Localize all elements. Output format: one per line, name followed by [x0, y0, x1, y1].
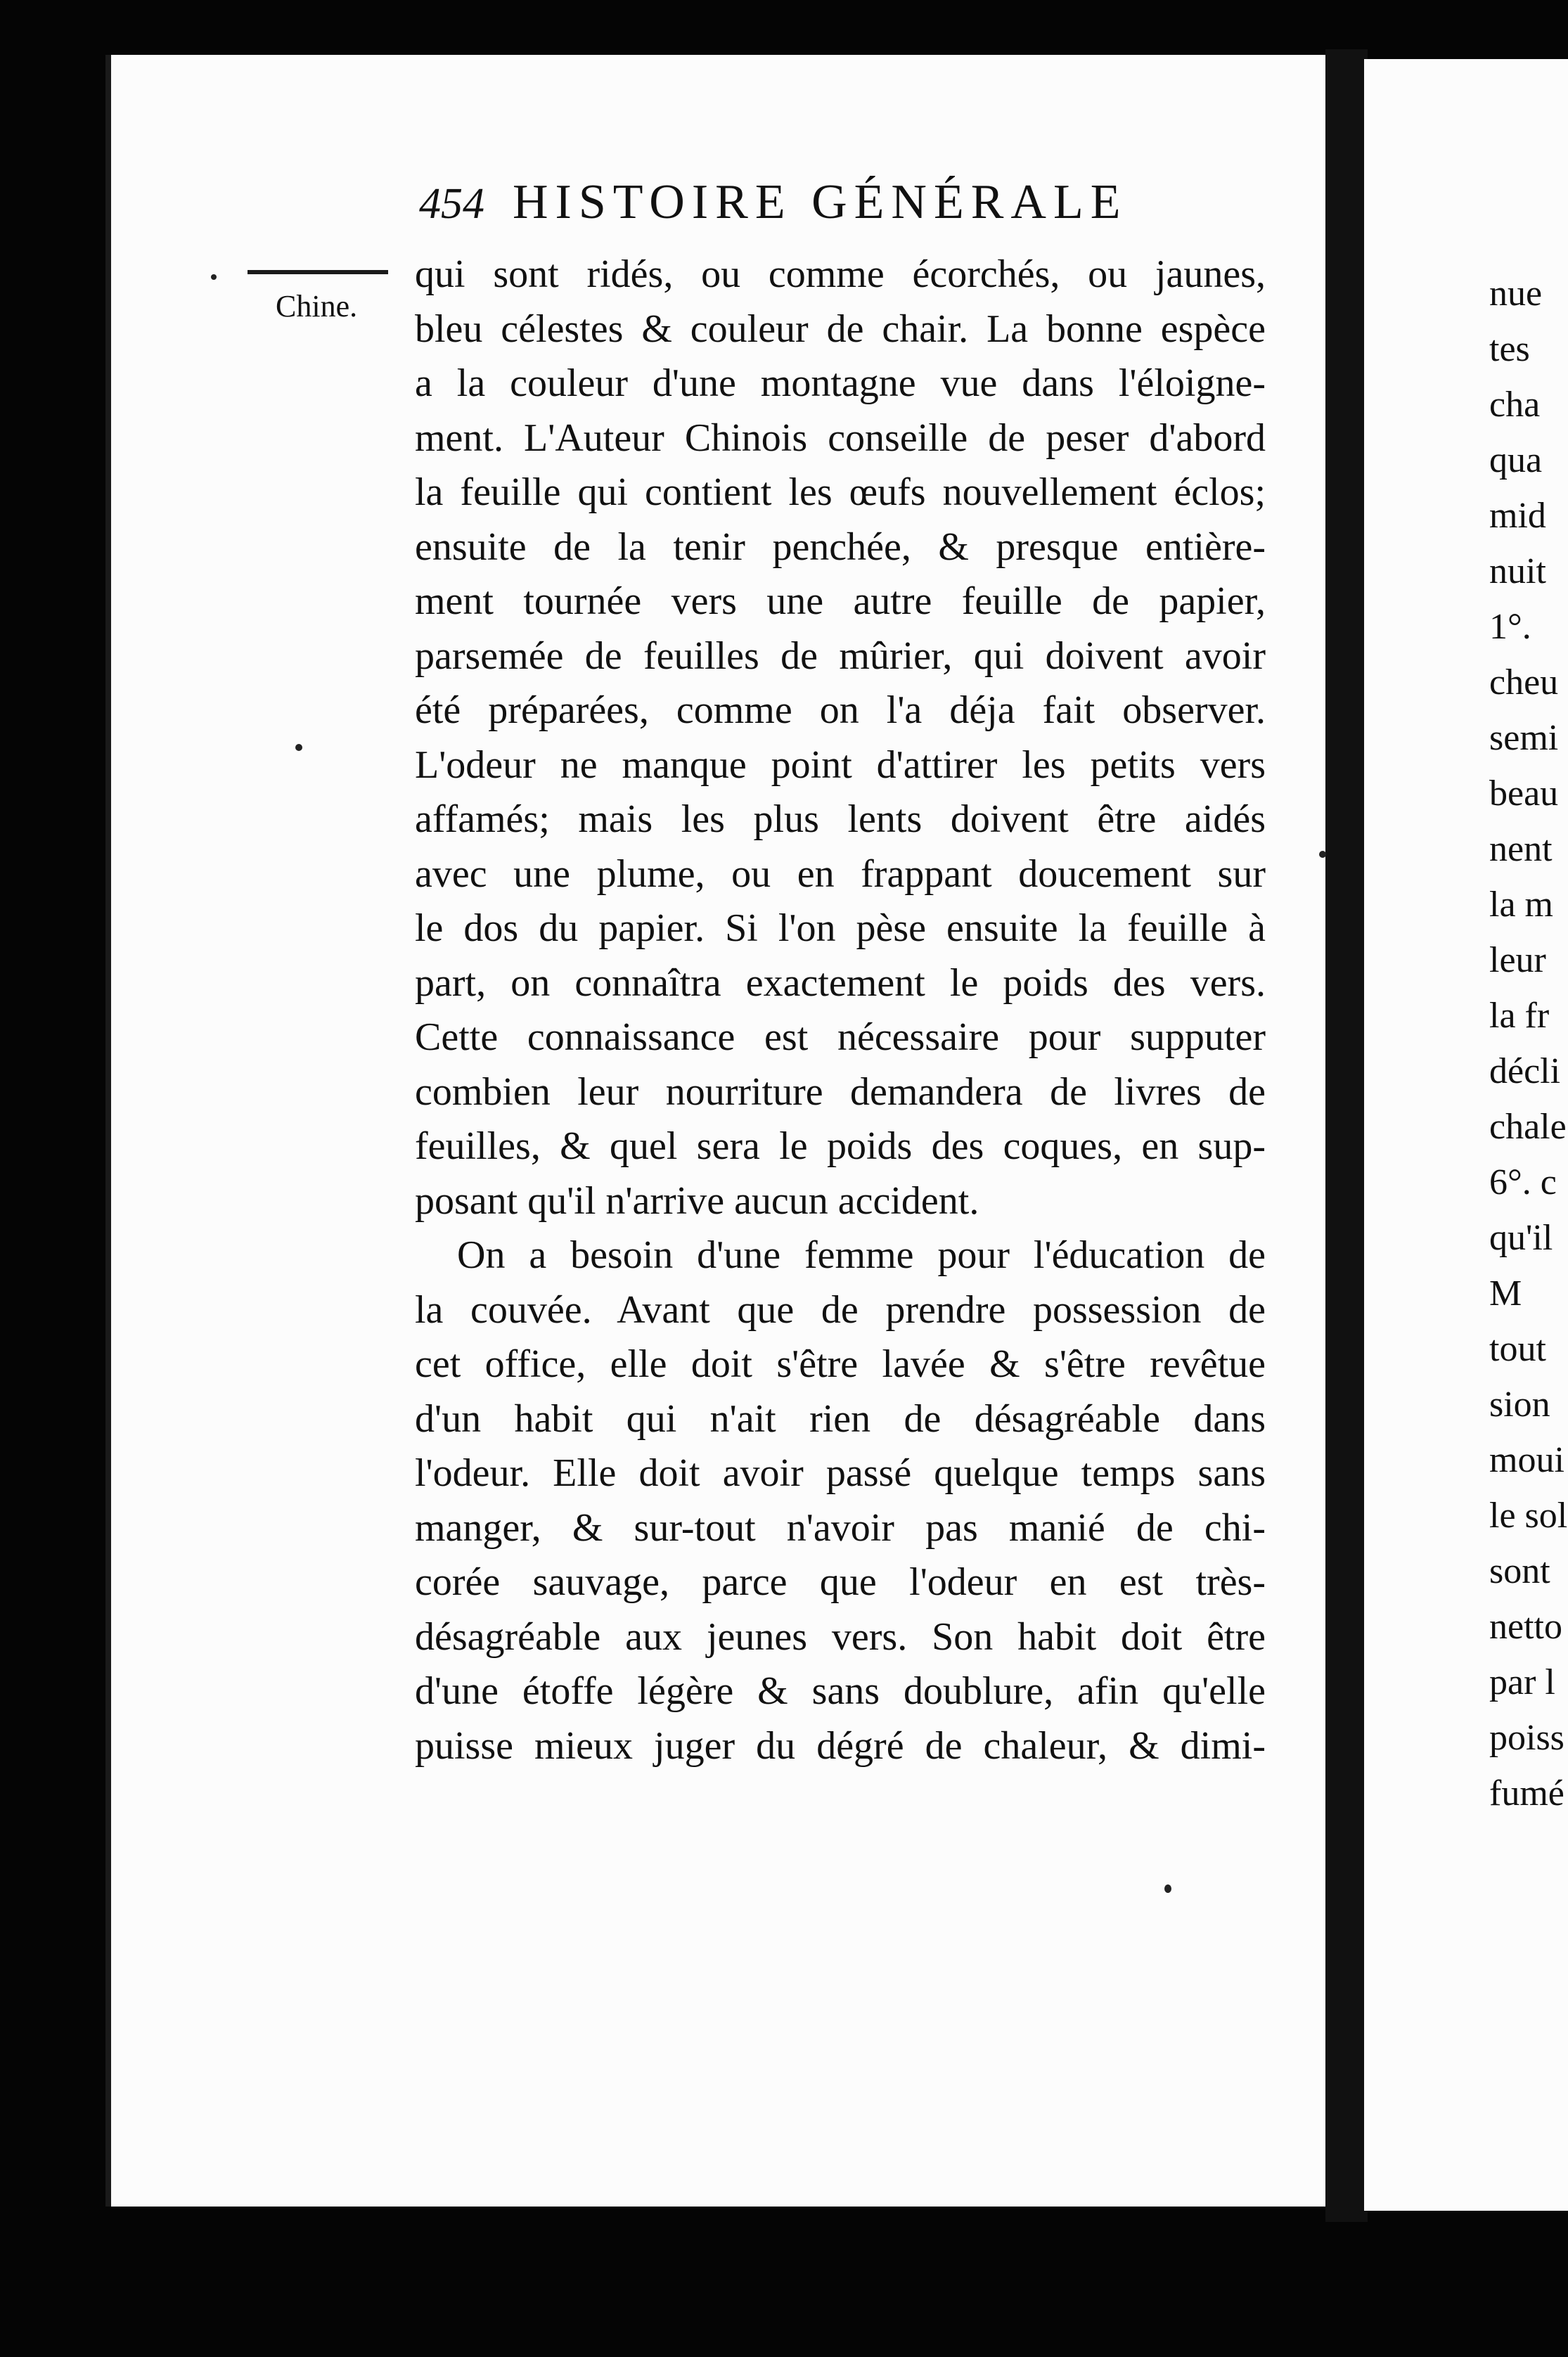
text-line: désagréable aux jeunes vers. Son habit doit être [415, 1614, 1266, 1659]
text-line: avec une plume, ou en frappant doucement sur [415, 852, 1266, 896]
facing-text-line: cheu [1489, 662, 1559, 702]
facing-text-line: moui [1489, 1440, 1564, 1480]
facing-text-line: cha [1489, 385, 1541, 425]
text-line: l'odeur. Elle doit avoir passé quelque temps sans [415, 1451, 1266, 1495]
facing-text-line: fumé [1489, 1773, 1564, 1813]
text-line: qui sont ridés, ou comme écorchés, ou jaunes, [415, 252, 1266, 296]
text-line: ensuite de la tenir penchée, & presque entière- [415, 525, 1266, 569]
text-line: Cette connaissance est nécessaire pour supputer [415, 1015, 1266, 1059]
text-line: posant qu'il n'arrive aucun accident. [415, 1178, 979, 1223]
text-line: la couvée. Avant que de prendre possession de [415, 1287, 1266, 1332]
facing-text-line: par l [1489, 1662, 1555, 1702]
facing-text-line: nuit [1489, 551, 1546, 591]
text-line: part, on connaîtra exactement le poids des vers. [415, 961, 1266, 1005]
margin-note: Chine. [276, 289, 358, 323]
text-line: d'une étoffe légère & sans doublure, afin qu'elle [415, 1669, 1266, 1713]
text-line: combien leur nourriture demandera de livres de [415, 1070, 1266, 1114]
text-line: bleu célestes & couleur de chair. La bonne espèce [415, 307, 1266, 351]
facing-text-line: décli [1489, 1051, 1561, 1091]
facing-text-line: netto [1489, 1607, 1562, 1647]
text-line: corée sauvage, parce que l'odeur en est très- [415, 1560, 1266, 1604]
facing-text-line: tout [1489, 1329, 1546, 1369]
facing-page-text [1489, 266, 1568, 1821]
facing-text-line: qu'il [1489, 1218, 1553, 1258]
facing-text-line: nue [1489, 274, 1543, 314]
text-line: On a besoin d'une femme pour l'éducation de [457, 1233, 1266, 1277]
running-head [419, 174, 1263, 242]
facing-text-line: chale [1489, 1107, 1567, 1147]
text-line: puisse mieux juger du dégré de chaleur, & dimi- [415, 1723, 1266, 1768]
facing-text-line: 6°. c [1489, 1162, 1557, 1202]
facing-text-line: sont [1489, 1551, 1550, 1591]
facing-text-line: M [1489, 1273, 1522, 1314]
facing-text-line: mid [1489, 496, 1546, 536]
body-text [415, 248, 1266, 1773]
facing-text-line: nent [1489, 829, 1553, 869]
facing-text-line: semi [1489, 718, 1559, 758]
text-line: affamés; mais les plus lents doivent être aidés [415, 797, 1266, 841]
text-line: a la couleur d'une montagne vue dans l'éloigne- [415, 361, 1266, 405]
facing-text-line: qua [1489, 440, 1543, 480]
text-line: manger, & sur-tout n'avoir pas manié de chi- [415, 1505, 1266, 1550]
text-line: d'un habit qui n'ait rien de désagréable dans [415, 1396, 1266, 1441]
ink-speck [211, 274, 217, 280]
facing-text-line: beau [1489, 773, 1559, 814]
page-number: 454 [419, 180, 484, 228]
facing-text-line: le sol [1489, 1496, 1568, 1536]
text-line: L'odeur ne manque point d'attirer les petits vers [415, 743, 1266, 787]
facing-text-line: la m [1489, 885, 1553, 925]
facing-text-line: sion [1489, 1385, 1550, 1425]
ink-speck [295, 744, 302, 751]
ink-speck [1319, 851, 1326, 858]
page-title: HISTOIRE GÉNÉRALE [513, 175, 1128, 229]
facing-text-line: 1°. [1489, 607, 1531, 647]
facing-text-line: tes [1489, 329, 1530, 369]
text-line: cet office, elle doit s'être lavée & s'être revêtue [415, 1342, 1266, 1386]
facing-text-line: poiss [1489, 1718, 1564, 1758]
facing-text-line: la fr [1489, 996, 1550, 1036]
facing-text-line: leur [1489, 940, 1546, 980]
text-line: ment. L'Auteur Chinois conseille de peser d'abord [415, 416, 1266, 460]
page-gutter [1325, 49, 1368, 2222]
text-line: ment tournée vers une autre feuille de papier, [415, 579, 1266, 623]
ink-speck [1164, 1884, 1171, 1893]
text-line: le dos du papier. Si l'on pèse ensuite la feuille à [415, 906, 1266, 950]
text-line: feuilles, & quel sera le poids des coques, en sup- [415, 1124, 1266, 1168]
text-line: été préparées, comme on l'a déja fait observer. [415, 688, 1266, 732]
text-line: parsemée de feuilles de mûrier, qui doivent avoir [415, 634, 1266, 678]
text-line: la feuille qui contient les œufs nouvellement éclos; [415, 470, 1266, 514]
margin-rule [248, 270, 388, 274]
